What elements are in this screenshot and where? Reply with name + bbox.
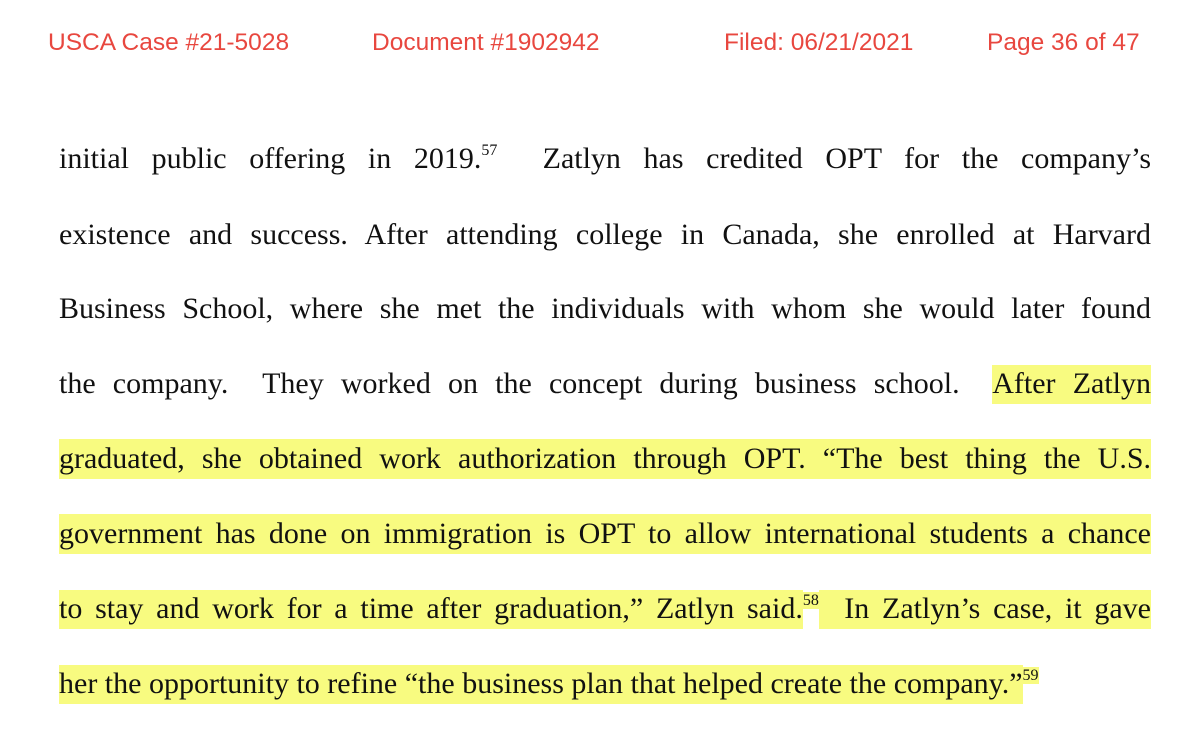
highlighted-text: After Zatlyn bbox=[992, 365, 1151, 404]
body-line-6 bbox=[59, 514, 1151, 554]
header-page-number: Page 36 of 47 bbox=[987, 29, 1140, 56]
body-line-1 bbox=[59, 139, 1151, 179]
highlighted-text: government has done on immigration is OPT to allow international students a chance bbox=[59, 514, 1151, 554]
body-line-8 bbox=[59, 664, 1151, 704]
body-line-4 bbox=[59, 364, 1151, 404]
header-case-number: USCA Case #21-5028 bbox=[48, 29, 290, 56]
body-line-3: Business School, where she met the individuals with whom she would later found bbox=[59, 292, 1151, 325]
body-line-2: existence and success. After attending college in Canada, she enrolled at Harvard bbox=[59, 218, 1151, 251]
header-filed-date: Filed: 06/21/2021 bbox=[724, 29, 914, 56]
highlighted-text: to stay and work for a time after graduation,” Zatlyn said. bbox=[59, 590, 803, 629]
body-text: Zatlyn has credited OPT for the company’s bbox=[497, 142, 1151, 175]
footnote-ref-57: 57 bbox=[481, 142, 498, 159]
highlighted-text: graduated, she obtained work authorization through OPT. “The best thing the U.S. bbox=[59, 439, 1151, 479]
footnote-ref-59: 59 bbox=[1022, 667, 1039, 684]
highlighted-text: her the opportunity to refine “the business plan that helped create the company.” bbox=[59, 665, 1023, 704]
footnote-ref-58: 58 bbox=[802, 592, 819, 609]
body-text: the company. They worked on the concept during business school. bbox=[59, 367, 993, 400]
header-document-number: Document #1902942 bbox=[372, 29, 600, 56]
highlighted-text: In Zatlyn’s case, it gave bbox=[819, 590, 1151, 629]
body-line-7 bbox=[59, 589, 1151, 629]
body-text: initial public offering in 2019. bbox=[59, 142, 482, 175]
body-line-5 bbox=[59, 439, 1151, 479]
